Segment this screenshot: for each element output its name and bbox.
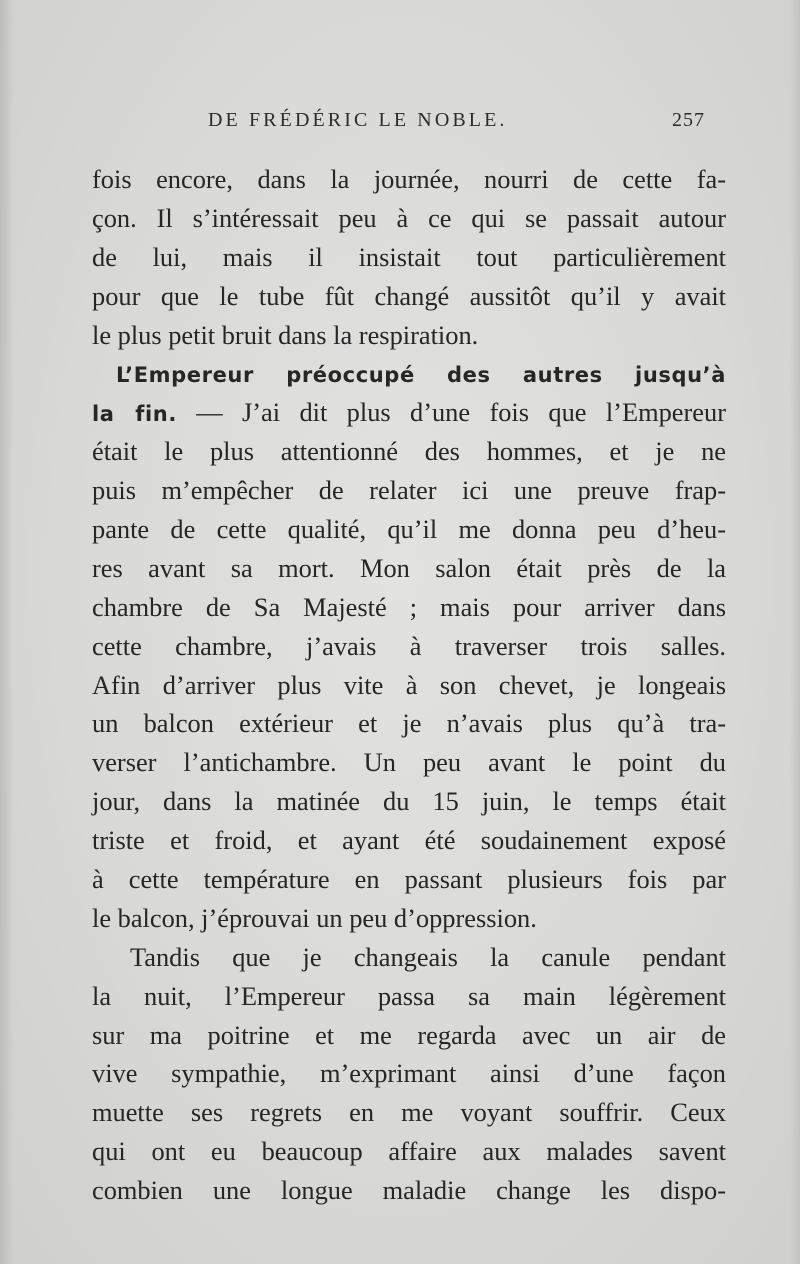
text-line: vive sympathie, m’exprimant ainsi d’une façon — [92, 1058, 726, 1089]
text-line: Afin d’arriver plus vite à son chevet, je longeais — [92, 669, 726, 700]
section-heading: L’Empereur préoccupé des autres jusqu’à — [116, 363, 726, 388]
text-line: puis m’empêcher de relater ici une preuve frap- — [92, 475, 726, 506]
text-line: sur ma poitrine et me regarda avec un air de — [92, 1019, 726, 1050]
text-line: Tandis que je changeais la canule pendant — [130, 941, 726, 972]
text-line: çon. Il s’intéressait peu à ce qui se passait autour — [92, 202, 726, 233]
text-line — [92, 393, 726, 432]
running-title: DE FRÉDÉRIC LE NOBLE. — [208, 109, 508, 131]
text-line: verser l’antichambre. Un peu avant le point du — [92, 747, 726, 778]
section-heading-line — [92, 354, 726, 393]
text-line: de lui, mais il insistait tout particulièrement — [92, 241, 726, 272]
text-line: pante de cette qualité, qu’il me donna peu d’heu- — [92, 514, 726, 545]
text-line: la nuit, l’Empereur passa sa main légèrement — [92, 980, 726, 1011]
text-line: chambre de Sa Majesté ; mais pour arriver dans — [92, 591, 726, 622]
page-edge-shadow-left — [0, 0, 14, 1264]
page-edge-shadow-right — [790, 0, 800, 1264]
page-header — [0, 109, 800, 139]
text-line: combien une longue maladie change les dispo- — [92, 1175, 726, 1206]
section-heading-end: la fin. — [92, 402, 177, 427]
body-text — [92, 160, 726, 1210]
text-line: jour, dans la matinée du 15 juin, le temps était — [92, 786, 726, 817]
text-line: triste et froid, et ayant été soudainement exposé — [92, 825, 726, 856]
text-line: le balcon, j’éprouvai un peu d’oppression. — [92, 902, 537, 933]
text-line: pour que le tube fût changé aussitôt qu’il y avait — [92, 280, 726, 311]
text-line: muette ses regrets en me voyant souffrir. Ceux — [92, 1097, 726, 1128]
text-line: à cette température en passant plusieurs fois par — [92, 864, 726, 895]
text-line: qui ont eu beaucoup affaire aux malades savent — [92, 1136, 726, 1167]
text-span: — J’ai dit plus d’une fois que l’Empereur — [196, 397, 726, 428]
text-line: fois encore, dans la journée, nourri de cette fa- — [92, 164, 726, 194]
text-line: cette chambre, j’avais à traverser trois salles. — [92, 630, 726, 661]
text-line: res avant sa mort. Mon salon était près de la — [92, 552, 726, 583]
page-number: 257 — [672, 109, 705, 131]
text-line: le plus petit bruit dans la respiration. — [92, 319, 479, 350]
text-line: était le plus attentionné des hommes, et je ne — [92, 436, 726, 467]
text-line: un balcon extérieur et je n’avais plus qu’à tra- — [92, 708, 726, 739]
